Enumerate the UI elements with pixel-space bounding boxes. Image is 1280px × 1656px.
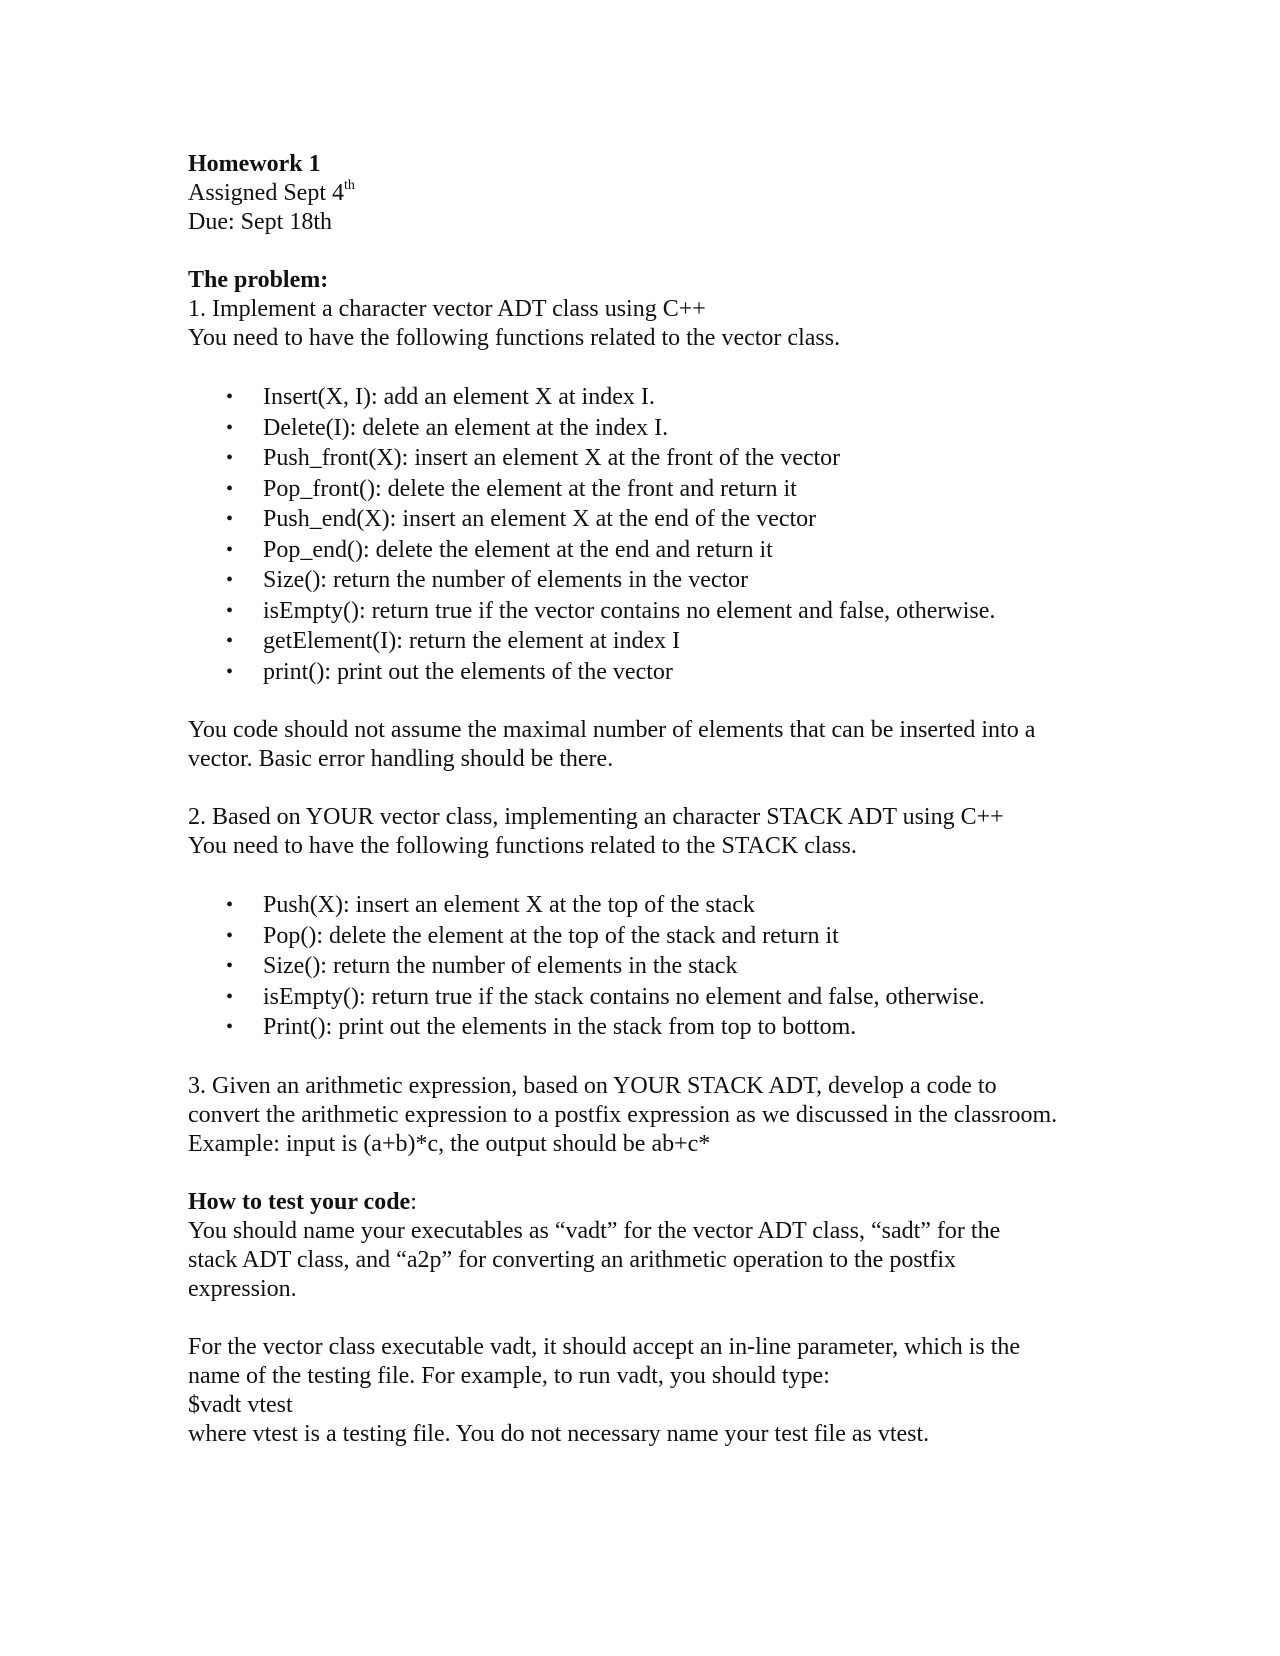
testing-para-line: You should name your executables as “vadt” for the vector ADT class, “sadt” for the [188, 1217, 1001, 1244]
spacer [188, 1304, 1128, 1333]
part3-line: 3. Given an arithmetic expression, based on YOUR STACK ADT, develop a code to [188, 1072, 997, 1099]
bullet-icon: • [226, 955, 234, 977]
bullet-icon: • [226, 569, 234, 591]
spacer [188, 1159, 1128, 1188]
part3-line: convert the arithmetic expression to a postfix expression as we discussed in the classroom. [188, 1101, 1058, 1128]
list-item: • print(): print out the elements of the vector [188, 657, 1128, 688]
bullet-icon: • [226, 416, 234, 439]
list-item: • Push_front(X): insert an element X at the front of the vector [188, 443, 1128, 474]
problem-heading: The problem: [188, 267, 329, 293]
stack-function-list [188, 890, 1128, 1043]
bullet-icon: • [226, 447, 234, 469]
list-item: • Push(X): insert an element X at the top of the stack [188, 890, 1128, 921]
bullet-icon: • [226, 386, 234, 408]
part1-note-line: You code should not assume the maximal number of elements that can be inserted into a [188, 717, 1036, 743]
part3-example: Example: input is (a+b)*c, the output should be ab+c* [188, 1130, 711, 1157]
testing-para-line: name of the testing file. For example, to run vadt, you should type: [188, 1362, 830, 1389]
list-item: • Push_end(X): insert an element X at the end of the vector [188, 504, 1128, 535]
spacer [188, 687, 1128, 716]
due-date: Due: Sept 18th [188, 209, 332, 235]
spacer [188, 774, 1128, 803]
part1-intro: You need to have the following functions related to the vector class. [188, 325, 841, 351]
bullet-icon: • [226, 508, 234, 530]
bullet-icon: • [226, 660, 234, 683]
part1-note-line: vector. Basic error handling should be there. [188, 746, 614, 772]
assigned-date: Assigned Sept 4th [188, 178, 355, 206]
list-item: • Size(): return the number of elements in the vector [188, 565, 1128, 596]
list-item: • Pop(): delete the element at the top of the stack and return it [188, 921, 1128, 952]
command-example: $vadt vtest [188, 1391, 293, 1418]
bullet-icon: • [226, 599, 234, 622]
testing-para-line: stack ADT class, and “a2p” for converting an arithmetic operation to the postfix [188, 1246, 956, 1273]
bullet-icon: • [226, 630, 234, 652]
testing-para-line: For the vector class executable vadt, it should accept an in-line parameter, which is the [188, 1333, 1021, 1360]
bullet-icon: • [226, 924, 234, 947]
bullet-icon: • [226, 477, 234, 500]
part2-title: 2. Based on YOUR vector class, implementing an character STACK ADT using C++ [188, 804, 1004, 830]
spacer [188, 861, 1128, 890]
spacer [188, 353, 1128, 382]
bullet-icon: • [226, 1016, 234, 1038]
list-item: • Pop_front(): delete the element at the front and return it [188, 474, 1128, 505]
list-item: • Insert(X, I): add an element X at index I. [188, 382, 1128, 413]
testing-heading: How to test your code: [188, 1188, 417, 1215]
testing-para-line: where vtest is a testing file. You do not necessary name your test file as vtest. [188, 1420, 930, 1447]
part2-intro: You need to have the following functions related to the STACK class. [188, 833, 857, 859]
homework-title: Homework 1 [188, 151, 321, 177]
bullet-icon: • [226, 538, 234, 561]
testing-para-line: expression. [188, 1275, 297, 1302]
document-page [188, 150, 1128, 1449]
list-item: • Pop_end(): delete the element at the end and return it [188, 535, 1128, 566]
vector-function-list [188, 382, 1128, 687]
list-item: • Print(): print out the elements in the stack from top to bottom. [188, 1012, 1128, 1043]
list-item: • getElement(I): return the element at index I [188, 626, 1128, 657]
spacer [188, 1043, 1128, 1072]
bullet-icon: • [226, 894, 234, 916]
bullet-icon: • [226, 985, 234, 1008]
list-item: • Delete(I): delete an element at the index I. [188, 413, 1128, 444]
list-item: • isEmpty(): return true if the stack contains no element and false, otherwise. [188, 982, 1128, 1013]
part1-title: 1. Implement a character vector ADT class using C++ [188, 296, 706, 322]
list-item: • Size(): return the number of elements in the stack [188, 951, 1128, 982]
spacer [188, 237, 1128, 266]
ordinal-suffix: th [344, 178, 355, 193]
list-item: • isEmpty(): return true if the vector contains no element and false, otherwise. [188, 596, 1128, 627]
